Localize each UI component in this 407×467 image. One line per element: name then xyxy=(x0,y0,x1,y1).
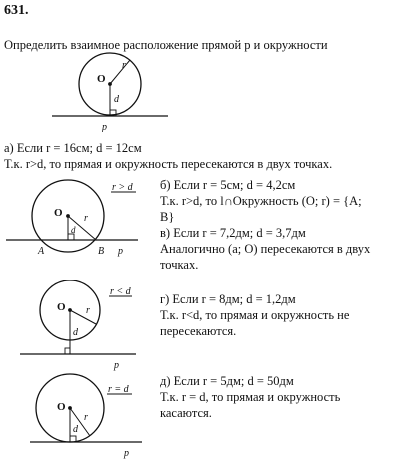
part-a-conclusion: Т.к. r>d, то прямая и окружность пересекаются в двух точках. xyxy=(4,157,333,171)
center-point xyxy=(67,215,70,218)
figure-tangent-main xyxy=(50,52,170,132)
figure-no-intersection xyxy=(18,280,148,372)
part-v-given: в) Если r = 7,2дм; d = 3,7дм xyxy=(160,226,306,240)
part-v-conclusion-2: точках. xyxy=(160,258,199,272)
label-O: O xyxy=(97,73,106,85)
label-O: O xyxy=(57,301,66,313)
label-r: r xyxy=(122,60,126,71)
part-g-given: г) Если r = 8дм; d = 1,2дм xyxy=(160,292,296,306)
problem-statement: Определить взаимное расположение прямой р и окружности xyxy=(4,38,328,52)
label-p: p xyxy=(114,360,119,371)
radius xyxy=(70,310,96,324)
figure-secant xyxy=(4,176,140,260)
part-g-conclusion-2: пересекаются. xyxy=(160,324,237,338)
center-point xyxy=(109,83,112,86)
label-O: O xyxy=(57,401,66,413)
label-relation: r > d xyxy=(112,182,133,193)
label-d: d xyxy=(73,327,78,338)
part-b-conclusion-1: Т.к. r>d, то l∩Окружность (O; r) = {A; xyxy=(160,194,362,208)
label-r: r xyxy=(84,213,88,224)
center-point xyxy=(69,407,72,410)
label-O: O xyxy=(54,207,63,219)
label-relation: r < d xyxy=(110,286,131,297)
label-r: r xyxy=(84,412,88,423)
label-d: d xyxy=(114,94,119,105)
radius xyxy=(110,60,130,84)
label-d: d xyxy=(73,424,78,435)
part-d-given: д) Если r = 5дм; d = 50дм xyxy=(160,374,294,388)
label-A: A xyxy=(38,246,45,257)
part-v-conclusion-1: Аналогично (а; O) пересекаются в двух xyxy=(160,242,371,256)
label-p: p xyxy=(102,122,107,132)
problem-number: 631. xyxy=(4,3,29,18)
label-p: p xyxy=(124,448,129,459)
part-a-given: а) Если r = 16см; d = 12см xyxy=(4,141,142,155)
figure-tangent xyxy=(28,370,148,462)
label-d: d xyxy=(71,225,76,235)
label-B: B xyxy=(98,246,105,257)
part-d-conclusion-2: касаются. xyxy=(160,406,212,420)
part-g-conclusion-1: Т.к. r<d, то прямая и окружность не xyxy=(160,308,350,322)
part-d-conclusion-1: Т.к. r = d, то прямая и окружность xyxy=(160,390,341,404)
label-r: r xyxy=(86,305,90,316)
label-p: p xyxy=(118,246,123,257)
right-angle-mark xyxy=(65,348,70,354)
part-b-given: б) Если r = 5см; d = 4,2см xyxy=(160,178,296,192)
part-b-conclusion-2: B} xyxy=(160,210,175,224)
center-point xyxy=(69,309,72,312)
label-relation: r = d xyxy=(108,384,129,395)
